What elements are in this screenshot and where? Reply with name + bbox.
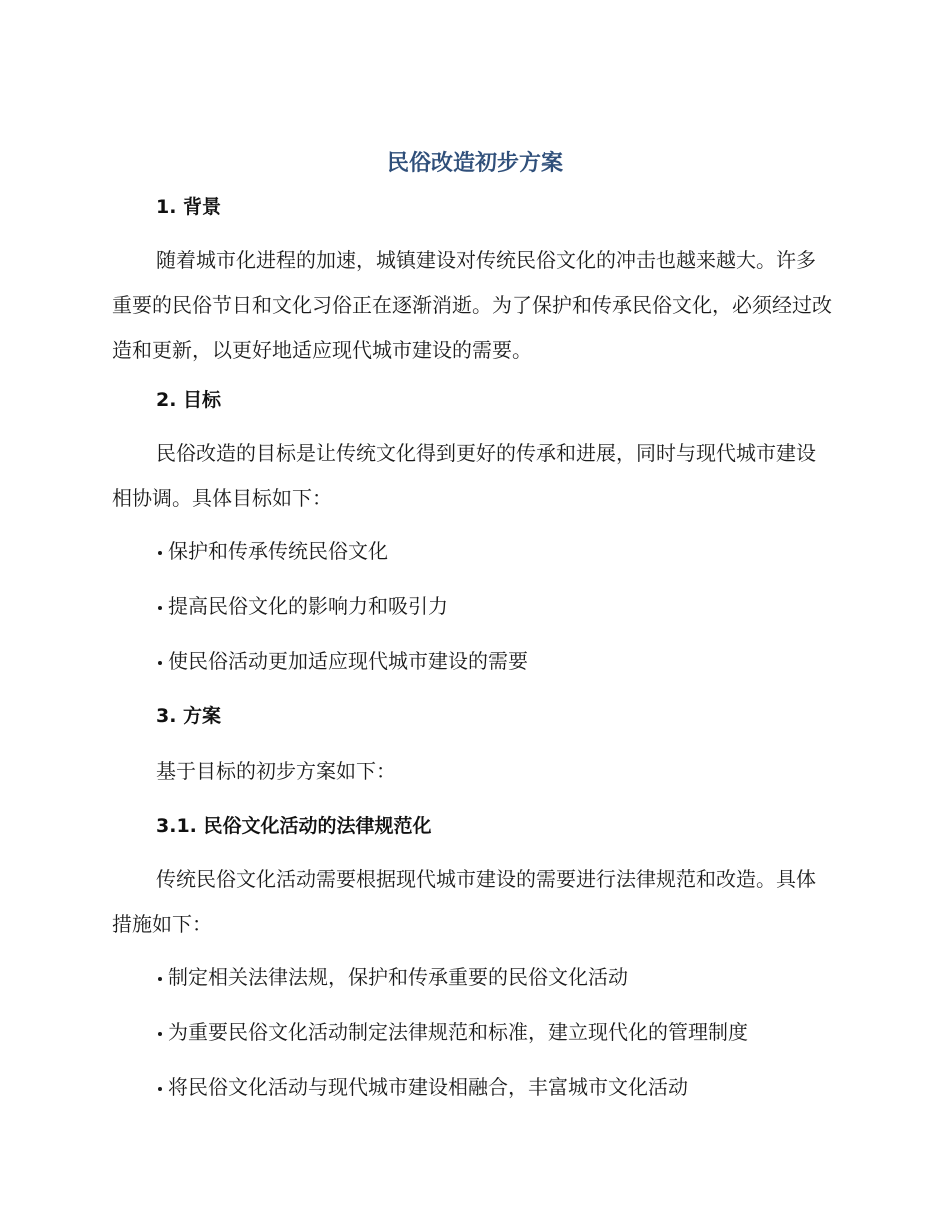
bullet-icon <box>158 551 162 555</box>
bullet-icon <box>158 977 162 981</box>
bullet-icon <box>158 606 162 610</box>
list-item-text: 提高民俗文化的影响力和吸引力 <box>168 594 448 618</box>
list-item <box>156 647 528 675</box>
document-title: 民俗改造初步方案 <box>386 151 563 176</box>
list-item <box>156 592 448 620</box>
list-item <box>156 1018 748 1046</box>
list-item-text: 为重要民俗文化活动制定法律规范和标准，建立现代化的管理制度 <box>168 1020 748 1044</box>
list-item <box>156 1073 688 1101</box>
list-item <box>156 537 388 565</box>
bullet-icon <box>158 661 162 665</box>
section-heading-background: 1. 背景 <box>156 196 222 218</box>
section-heading-legal: 3.1. 民俗文化活动的法律规范化 <box>156 815 432 837</box>
bullet-icon <box>158 1032 162 1036</box>
section-paragraph-legal: 传统民俗文化活动需要根据现代城市建设的需要进行法律规范和改造。具体措施如下： <box>112 867 816 936</box>
section-heading-plan: 3. 方案 <box>156 705 222 727</box>
list-item-text: 保护和传承传统民俗文化 <box>168 539 388 563</box>
list-item <box>156 963 628 991</box>
list-item-text: 制定相关法律法规，保护和传承重要的民俗文化活动 <box>168 965 628 989</box>
list-item-text: 将民俗文化活动与现代城市建设相融合，丰富城市文化活动 <box>168 1075 688 1099</box>
section-paragraph-plan: 基于目标的初步方案如下： <box>156 759 396 783</box>
list-item-text: 使民俗活动更加适应现代城市建设的需要 <box>168 649 528 673</box>
section-paragraph-goals: 民俗改造的目标是让传统文化得到更好的传承和进展，同时与现代城市建设相协调。具体目标如下： <box>112 441 816 510</box>
section-paragraph-background: 随着城市化进程的加速，城镇建设对传统民俗文化的冲击也越来越大。许多重要的民俗节日和文化习俗正在逐渐消逝。为了保护和传承民俗文化，必须经过改造和更新，以更好地适应现代城市建设的需要。 <box>112 248 832 362</box>
bullet-icon <box>158 1087 162 1091</box>
section-heading-goals: 2. 目标 <box>156 389 222 411</box>
